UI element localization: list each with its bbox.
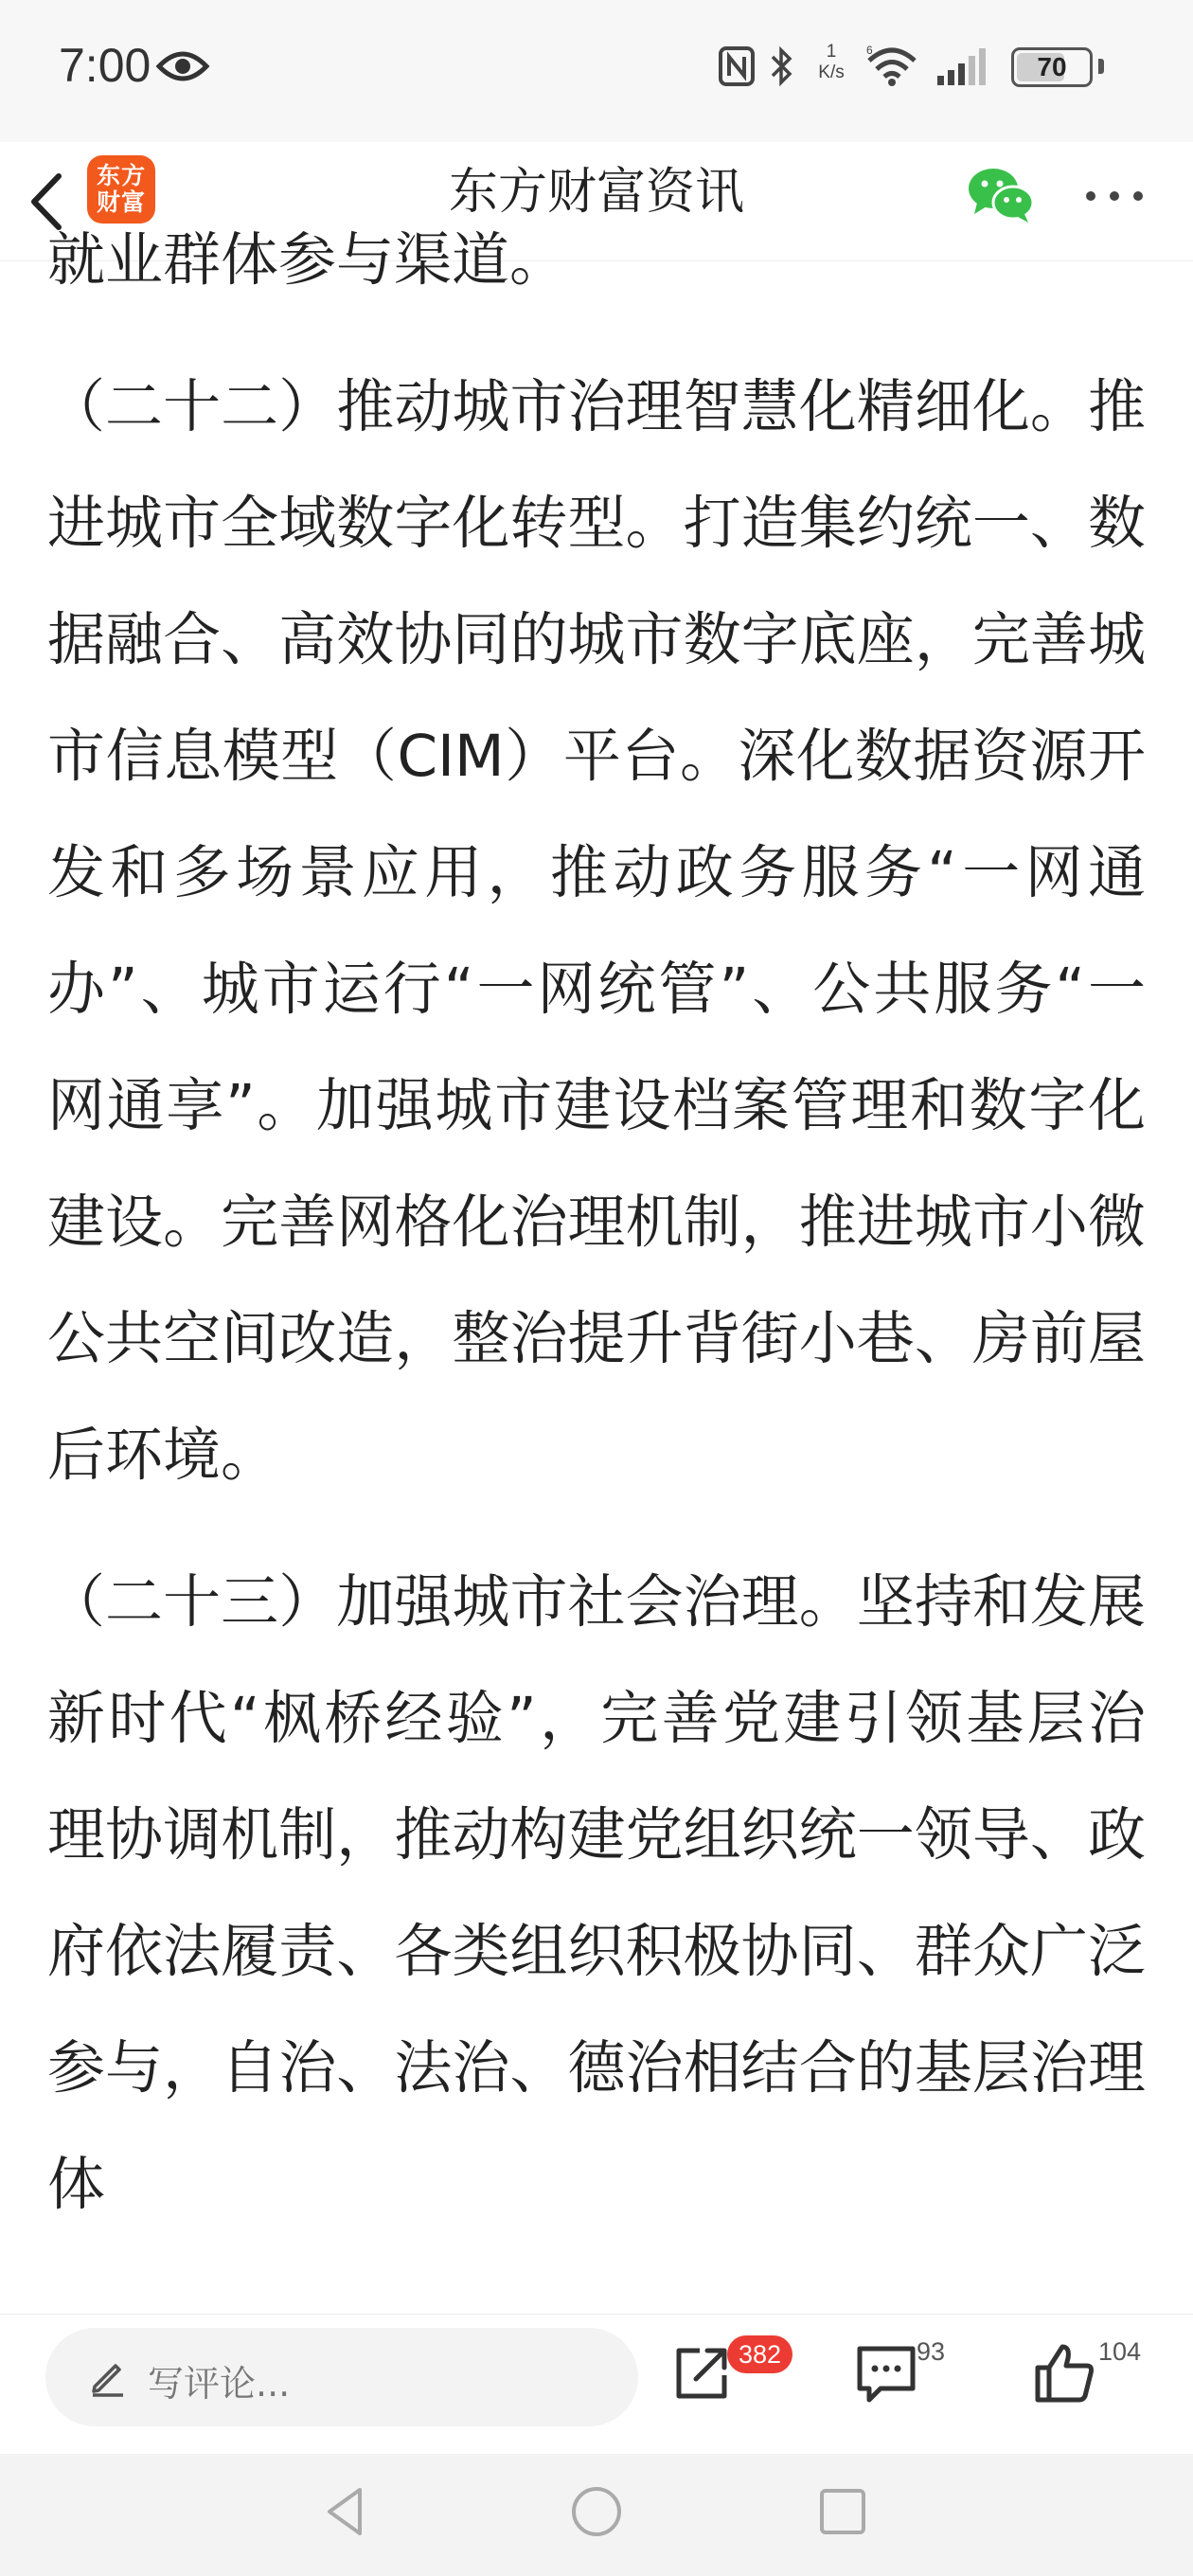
share-count-badge: 382 — [727, 2335, 792, 2373]
nav-back-icon[interactable] — [312, 2478, 379, 2545]
comment-count: 93 — [917, 2337, 946, 2366]
thumbs-up-icon — [1030, 2339, 1098, 2407]
status-time: 7:00 — [59, 39, 151, 92]
signal-icon — [935, 47, 988, 85]
logo-line-1: 东方 — [96, 162, 146, 189]
bottom-toolbar — [0, 2314, 1193, 2454]
status-bar — [0, 0, 1193, 142]
like-count: 104 — [1098, 2337, 1142, 2366]
comment-input[interactable] — [45, 2328, 638, 2426]
like-button[interactable] — [1030, 2339, 1106, 2415]
net-speed — [808, 42, 855, 83]
wifi-6-icon — [864, 44, 919, 87]
eye-icon — [156, 47, 209, 85]
nfc-icon — [718, 45, 756, 87]
battery-tip — [1098, 59, 1104, 74]
system-nav-bar — [0, 2454, 1193, 2576]
net-speed-value: 1 — [826, 42, 837, 62]
article-paragraph: 就业群体参与渠道。 — [47, 226, 568, 294]
net-speed-unit: K/s — [818, 63, 845, 82]
article-paragraph: （二十二）推动城市治理智慧化精细化。推进城市全域数字化转型。打造集约统一、数据融合、高效协同的城市数字底座，完善城市信息模型（CIM）平台。深化数据资源开发和多场景应用，推动政务服务“一网通办”、城市运行“一网统管”、公共服务“一网通享”。加强城市建设档案管理和数字化建设。完善网格化治理机制，推进城市小微公共空间改造，整治提升背街小巷、房前屋后环境。 — [47, 373, 1146, 1489]
article-body[interactable] — [0, 226, 1193, 2314]
article-paragraph: （二十三）加强城市社会治理。坚持和发展新时代“枫桥经验”，完善党建引领基层治理协调机制，推动构建党组织统一领导、政府依法履责、各类组织积极协同、群众广泛参与，自治、法治、德治相结合的基层治理体 — [47, 1568, 1146, 2218]
battery-icon — [1011, 47, 1093, 87]
bluetooth-icon — [767, 45, 795, 87]
comment-placeholder: 写评论... — [148, 2363, 291, 2405]
nav-recent-icon[interactable] — [810, 2478, 876, 2545]
article-content — [47, 202, 1146, 2273]
pen-icon — [87, 2356, 129, 2398]
page-title: 东方财富资讯 — [448, 164, 744, 221]
comment-icon — [852, 2339, 920, 2407]
logo-line-2: 财富 — [96, 188, 146, 216]
svg-text:6: 6 — [866, 44, 873, 57]
nav-home-icon[interactable] — [563, 2478, 630, 2545]
battery-percent: 70 — [1037, 52, 1067, 81]
share-icon — [668, 2339, 736, 2407]
